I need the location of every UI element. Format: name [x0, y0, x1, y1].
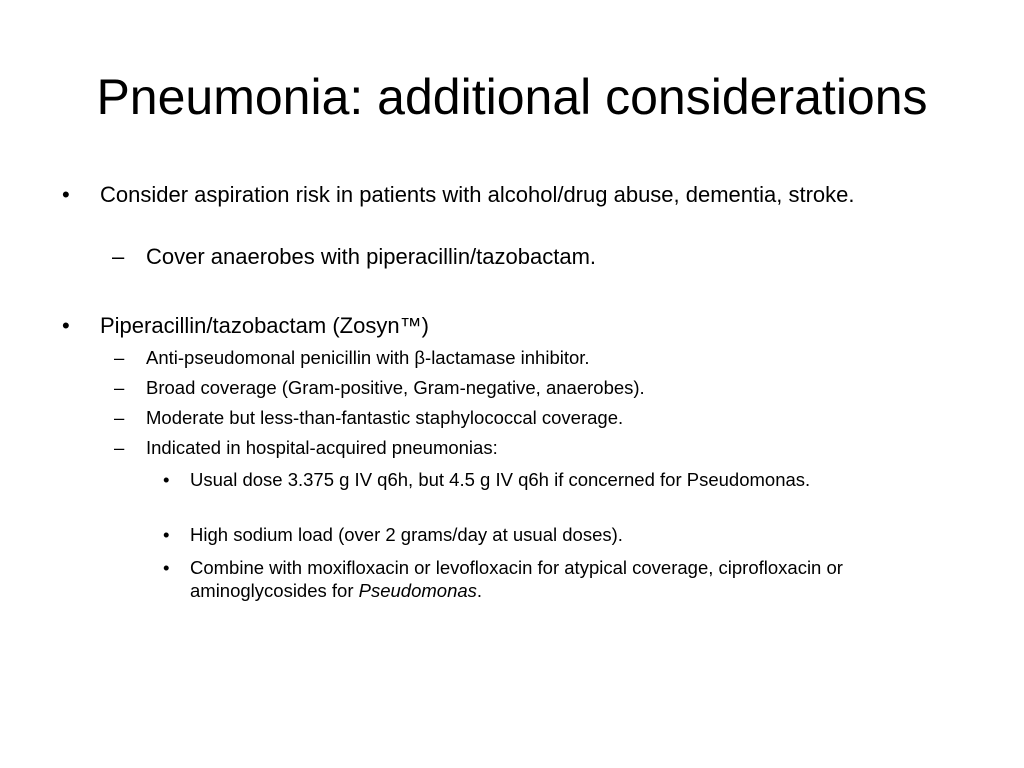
list-item-aspiration: Consider aspiration risk in patients with alcohol/drug abuse, dementia, stroke. [100, 182, 855, 207]
dash-icon: – [114, 407, 125, 428]
list-item-indicated: Indicated in hospital-acquired pneumonias: [146, 437, 498, 458]
bullet-icon: • [163, 524, 170, 545]
list-item-zosyn: Piperacillin/tazobactam (Zosyn™) [100, 313, 429, 338]
combine-text-end: . [476, 580, 483, 601]
list-item-anaerobes: Cover anaerobes with piperacillin/tazobactam. [146, 244, 597, 269]
list-item-staph-coverage: Moderate but less-than-fantastic staphylococcal coverage. [146, 407, 624, 428]
list-item-antipseudomonal: Anti-pseudomonal penicillin with β-lactamase inhibitor. [146, 347, 590, 368]
list-item-combine [190, 556, 890, 602]
dash-icon: – [112, 244, 125, 269]
bullet-icon: • [163, 469, 170, 490]
dash-icon: – [114, 377, 125, 398]
slide-title: Pneumonia: additional considerations [96, 69, 928, 125]
bullet-icon: • [62, 182, 70, 207]
dash-icon: – [114, 347, 125, 368]
pseudomonas-italic: Pseudomonas [358, 580, 477, 601]
bullet-icon: • [62, 313, 70, 338]
combine-text: Combine with moxifloxacin or levofloxacin for atypical coverage, ciprofloxacin or aminoglycosides for [190, 557, 843, 601]
list-item-usual-dose: Usual dose 3.375 g IV q6h, but 4.5 g IV q6h if concerned for Pseudomonas. [190, 469, 811, 490]
dash-icon: – [114, 437, 125, 458]
bullet-icon: • [163, 557, 170, 578]
list-item-broad-coverage: Broad coverage (Gram-positive, Gram-negative, anaerobes). [146, 377, 645, 398]
list-item-sodium-load: High sodium load (over 2 grams/day at usual doses). [190, 524, 623, 545]
